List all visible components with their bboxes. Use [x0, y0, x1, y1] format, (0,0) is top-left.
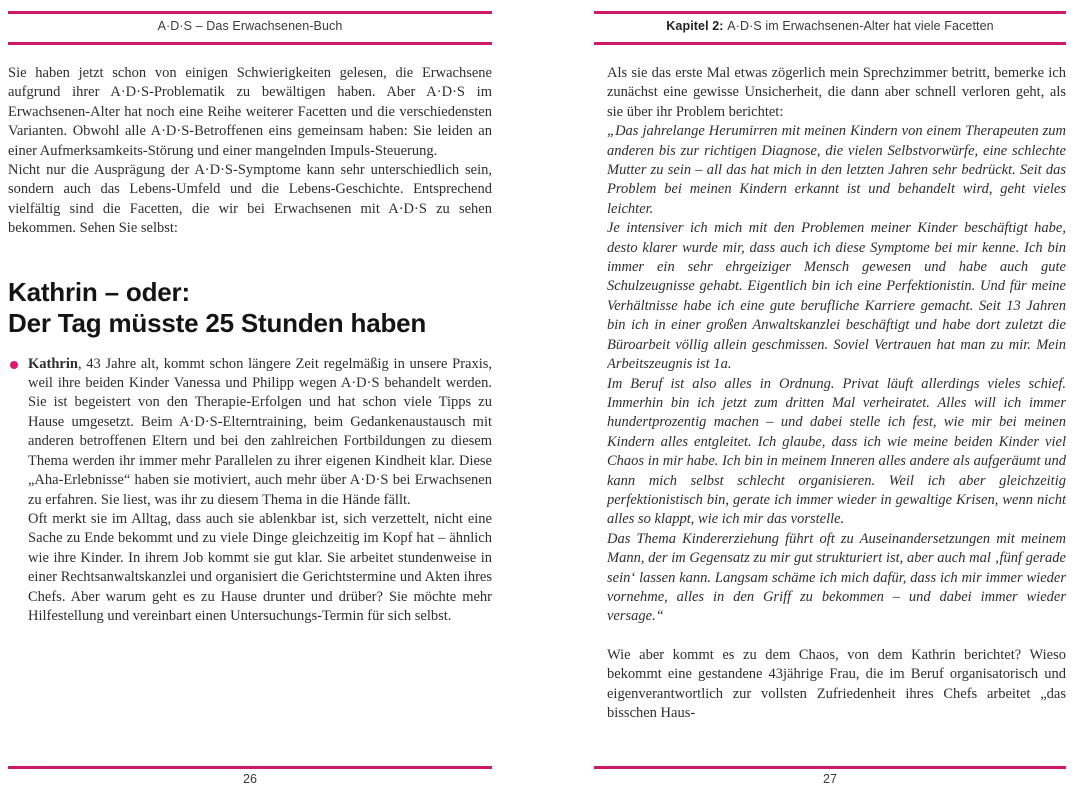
quote-paragraph: Je intensiver ich mich mit den Problemen meiner Kinder beschäftigt habe, desto klarer wurde mir, dass auch ich diese Symptome bei mir kenne. Ich bin immer ein sehr ehrgeiziger Mensch gewesen und habe auch gute Schulzeugnisse gehabt. Eigentlich bin ich eine Perfektionistin. Und für meine Verhältnisse habe ich eine gute berufliche Karriere gemacht. Seit 13 Jahren bin ich in einer großen Anwaltskanzlei beschäftigt und habe dort zuletzt die Büroarbeit völlig allein geschmissen. Soviel Vertrauen hat man zu mir. Mein Arbeitszeugnis ist 1a.: [607, 220, 1066, 373]
footer-rule: [594, 766, 1066, 769]
page-left: [8, 0, 492, 792]
quote-paragraph: Im Beruf ist also alles in Ordnung. Privat läuft allerdings vieles schief. Immerhin bin ich jetzt zum dritten Mal verheiratet. Alles will ich immer hundertprozentig machen – und dabei stelle ich fest, wie mir bei meinen Kindern alles entgleitet. Ich glaube, dass ich wie meine beiden Kinder viel Chaos in mir habe. Ich bin in meinem Inneren alles andere als aufgeräumt und kann mich selbst schlecht organisieren. Weil ich aber gleichzeitig perfektionistisch bin, gerate ich immer wieder in gewaltige Krisen, wenn nicht alles so klappt, wie ich mir das vorstelle.: [607, 375, 1066, 528]
quote-paragraph: Das Thema Kindererziehung führt oft zu Auseinandersetzungen mit meinem Mann, der im Gegensatz zu mir gut strukturiert ist, aber auch mal ‚fünf gerade sein‘ lassen kann. Langsam schäme ich mich dafür, dass ich mir immer wieder vornehme, alles in den Griff zu bekommen – und dabei immer wieder versage.“: [607, 530, 1066, 625]
book-title: A·D·S – Das Erwachsenen-Buch: [157, 19, 343, 33]
header-rule-bottom: [8, 42, 492, 45]
page-number-left: 26: [243, 772, 257, 786]
page-body-left: [8, 64, 492, 762]
page-body-right: [607, 64, 1066, 762]
footer-rule: [8, 766, 492, 769]
header-rule-top: [8, 11, 492, 14]
section-heading: [8, 277, 492, 339]
patient-quote-block: [607, 122, 1066, 627]
running-header-left: [8, 19, 492, 33]
page-number-right: 27: [823, 772, 837, 786]
header-rule-top: [594, 11, 1066, 14]
bullet-icon: [10, 361, 18, 369]
case-study-block: [8, 355, 492, 627]
paragraph: Nicht nur die Ausprägung der A·D·S-Symptome kann sehr unterschiedlich sein, sondern auch das Lebens-Umfeld und die Lebens-Geschichte. Entsprechend vielfältig sind die Facetten, die wir bei Erwachsenen mit A·D·S zu sehen bekommen. Sehen Sie selbst:: [8, 162, 492, 237]
section-heading-line2: Der Tag müsste 25 Stunden haben: [8, 307, 427, 338]
running-header-right: [594, 19, 1066, 33]
page-right: [594, 0, 1066, 792]
case-study-text: , 43 Jahre alt, kommt schon längere Zeit regelmäßig in unsere Praxis, weil ihre beiden Kinder Vanessa und Philipp wegen A·D·S behandelt werden. Sie ist begeistert von den Therapie-Erfolgen und hat schon viele Tipps zu Hause umgesetzt. Beim A·D·S-Elterntraining, beim Gedankenaustausch mit anderen betroffenen Eltern und bei den zahlreichen Fortbildungen zu diesem Thema werden ihr immer mehr Parallelen zu ihrer eigenen Kindheit klar. Diese „Aha-Erlebnisse“ haben sie motiviert, auch mehr über A·D·S bei Erwachsenen zu erfahren. Sie liest, was ihr zu diesem Thema in die Hände fällt.: [28, 355, 492, 508]
quote-paragraph: „Das jahrelange Herumirren mit meinen Kindern von einem Therapeuten zum anderen bis zur richtigen Diagnose, die vielen Selbstvorwürfe, eine schlechte Mutter zu sein – all das hat mich in den letzten Jahren sehr bedrückt. Seit das Problem bei meinen Kindern erkannt ist und behandelt wird, geht vieles leichter.: [607, 123, 1066, 217]
header-rule-bottom: [594, 42, 1066, 45]
section-heading-line1: Kathrin – oder:: [8, 276, 190, 307]
paragraph: Als sie das erste Mal etwas zögerlich mein Sprechzimmer betritt, bemerke ich zunächst eine gewisse Unsicherheit, die dann aber schnell verloren geht, als sie über ihr Problem berichtet:: [607, 65, 1066, 120]
paragraph: Wie aber kommt es zu dem Chaos, von dem Kathrin berichtet? Wieso bekommt eine gestandene 43jährige Frau, die im Beruf organisatorisch und eigenverantwortlich zur vollsten Zufriedenheit ihres Chefs arbeitet „das bisschen Haus-: [607, 646, 1066, 721]
chapter-label: Kapitel 2:: [666, 19, 724, 33]
paragraph: Sie haben jetzt schon von einigen Schwierigkeiten gelesen, die Erwachsene aufgrund ihrer A·D·S-Problematik zu bewältigen haben. Aber A·D·S im Erwachsenen-Alter hat noch eine Reihe weiterer Facetten und die verschiedensten Varianten. Obwohl alle A·D·S-Betroffenen eins gemeinsam haben: Sie leiden an einer Aufmerksamkeits-Störung und einer mangelnden Impuls-Steuerung.: [8, 65, 492, 159]
chapter-title: A·D·S im Erwachsenen-Alter hat viele Facetten: [727, 19, 994, 33]
case-study-paragraph: Oft merkt sie im Alltag, dass auch sie ablenkbar ist, sich verzettelt, nicht eine Sache zu Ende bekommt und zu viele Dinge gleichzeitig im Kopf hat – ähnlich wie ihre Kinder. In ihrem Job kommt sie gut klar. Sie arbeitet stundenweise in einer Rechtsanwaltskanzlei und organisiert die Gerichtstermine und Akten ihres Chefs. Aber warum geht es zu Hause drunter und drüber? Sie möchte mehr Hilfestellung und vereinbart einen Untersuchungs-Termin für sich selbst.: [28, 510, 492, 624]
case-study-name: Kathrin: [28, 355, 78, 372]
case-study-paragraph: [28, 355, 492, 510]
